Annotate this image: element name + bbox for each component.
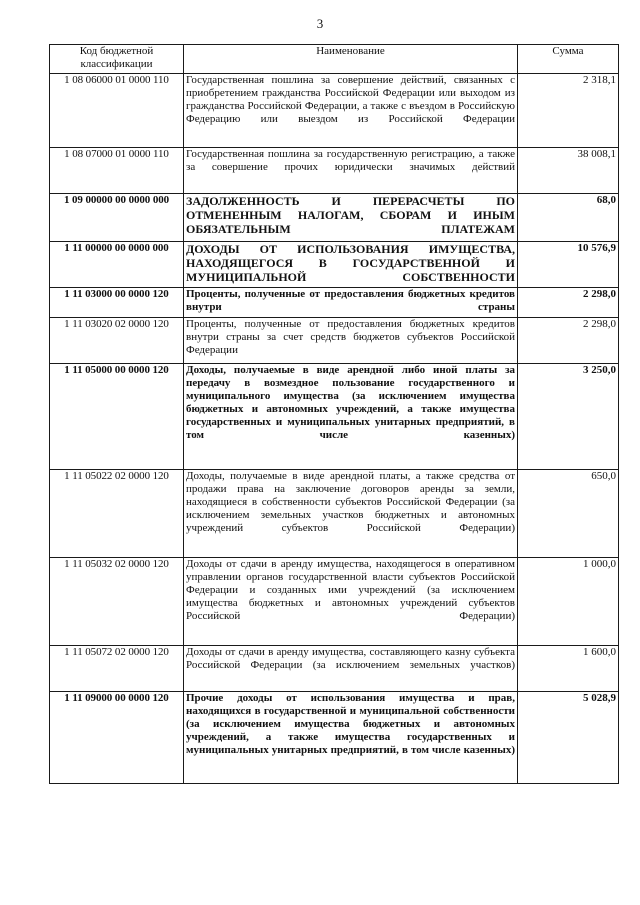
row-sum: 2 318,1 — [518, 74, 619, 148]
table-row — [50, 692, 619, 784]
row-name: Проценты, полученные от предоставления бюджетных кредитов внутри страны — [184, 288, 518, 318]
row-name: ЗАДОЛЖЕННОСТЬ И ПЕРЕРАСЧЕТЫ ПО ОТМЕНЕННЫМ НАЛОГАМ, СБОРАМ И ИНЫМ ОБЯЗАТЕЛЬНЫМ ПЛАТЕЖАМ — [184, 194, 518, 242]
row-name: Доходы от сдачи в аренду имущества, составляющего казну субъекта Российской Федерации (за исключением земельных участков) — [184, 646, 518, 692]
row-code: 1 11 03000 00 0000 120 — [50, 288, 184, 318]
table-row — [50, 288, 619, 318]
row-sum: 10 576,9 — [518, 242, 619, 288]
budget-table — [49, 44, 619, 784]
row-code: 1 09 00000 00 0000 000 — [50, 194, 184, 242]
row-code: 1 11 05072 02 0000 120 — [50, 646, 184, 692]
row-sum: 1 000,0 — [518, 558, 619, 646]
row-sum: 2 298,0 — [518, 318, 619, 364]
row-sum: 3 250,0 — [518, 364, 619, 470]
header-code: Код бюджетной классификации — [50, 45, 184, 74]
row-name: ДОХОДЫ ОТ ИСПОЛЬЗОВАНИЯ ИМУЩЕСТВА, НАХОДЯЩЕГОСЯ В ГОСУДАРСТВЕННОЙ И МУНИЦИПАЛЬНОЙ СОБСТВЕННОСТИ — [184, 242, 518, 288]
table-row — [50, 470, 619, 558]
table-row — [50, 646, 619, 692]
row-sum: 68,0 — [518, 194, 619, 242]
row-sum: 2 298,0 — [518, 288, 619, 318]
row-name: Государственная пошлина за государственную регистрацию, а также за совершение прочих юридически значимых действий — [184, 148, 518, 194]
page-number: 3 — [316, 16, 324, 31]
row-sum: 5 028,9 — [518, 692, 619, 784]
row-code: 1 11 05022 02 0000 120 — [50, 470, 184, 558]
row-code: 1 08 07000 01 0000 110 — [50, 148, 184, 194]
row-code: 1 11 00000 00 0000 000 — [50, 242, 184, 288]
row-sum: 650,0 — [518, 470, 619, 558]
row-code: 1 11 05032 02 0000 120 — [50, 558, 184, 646]
table-row — [50, 194, 619, 242]
table-row — [50, 558, 619, 646]
header-sum: Сумма — [518, 45, 619, 74]
row-name: Доходы от сдачи в аренду имущества, находящегося в оперативном управлении органов государственной власти субъектов Российской Федерации и созданных ими учреждений (за исключением имущества бюджетных и автономных учреждений субъектов Российской Федерации) — [184, 558, 518, 646]
row-code: 1 11 03020 02 0000 120 — [50, 318, 184, 364]
row-sum: 38 008,1 — [518, 148, 619, 194]
table-row — [50, 318, 619, 364]
header-name: Наименование — [184, 45, 518, 74]
row-name: Доходы, получаемые в виде арендной либо иной платы за передачу в возмездное пользование государственного и муниципального имущества (за исключением имущества бюджетных и автономных учреждений, а также имущества государственных и муниципальных унитарных предприятий, в том числе казенных) — [184, 364, 518, 470]
row-name: Доходы, получаемые в виде арендной платы, а также средства от продажи права на заключение договоров аренды за земли, находящиеся в собственности субъектов Российской Федерации (за исключением земельных участков бюджетных и автономных учреждений субъектов Российской Федерации) — [184, 470, 518, 558]
row-code: 1 11 09000 00 0000 120 — [50, 692, 184, 784]
table-row — [50, 364, 619, 470]
table-row — [50, 74, 619, 148]
row-name: Государственная пошлина за совершение действий, связанных с приобретением гражданства Российской Федерации или выходом из гражданства Российской Федерации, а также с въездом в Российскую Федерацию или выездом из Российской Федерации — [184, 74, 518, 148]
row-name: Прочие доходы от использования имущества и прав, находящихся в государственной и муниципальной собственности (за исключением имущества бюджетных и автономных учреждений, а также имущества государственных и муниципальных унитарных предприятий, в том числе казенных) — [184, 692, 518, 784]
row-code: 1 08 06000 01 0000 110 — [50, 74, 184, 148]
row-name: Проценты, полученные от предоставления бюджетных кредитов внутри страны за счет средств бюджетов субъектов Российской Федерации — [184, 318, 518, 364]
row-sum: 1 600,0 — [518, 646, 619, 692]
row-code: 1 11 05000 00 0000 120 — [50, 364, 184, 470]
table-row — [50, 148, 619, 194]
table-header-row — [50, 45, 619, 74]
table-row — [50, 242, 619, 288]
